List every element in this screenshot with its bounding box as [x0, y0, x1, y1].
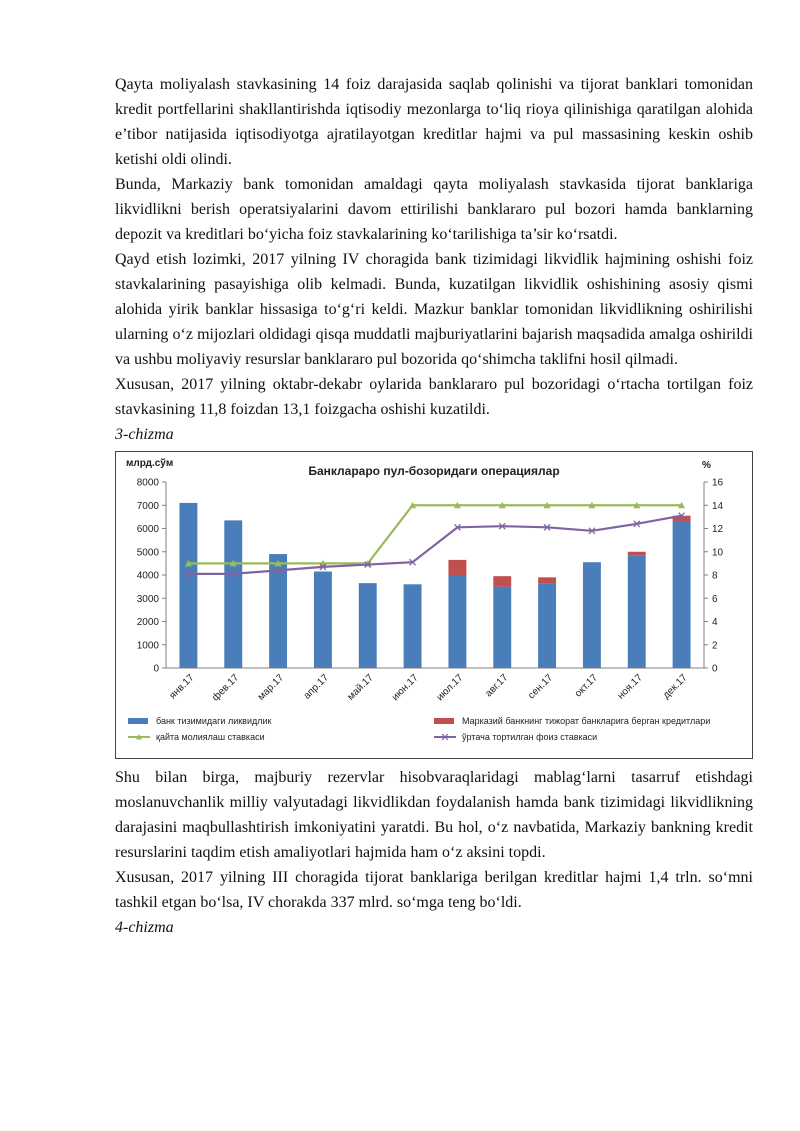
line-weighted-avg-rate	[188, 516, 681, 574]
y-tick-label-right: 0	[712, 663, 718, 675]
y-tick-label-right: 14	[712, 500, 724, 512]
y-tick-label-right: 6	[712, 593, 718, 605]
y-tick-label-left: 6000	[136, 524, 159, 535]
figure-caption: 4-chizma	[115, 919, 174, 936]
legend-swatch	[434, 718, 454, 724]
bar-liquidity	[448, 575, 466, 668]
y-tick-label-left: 8000	[136, 477, 159, 489]
paragraph: Xususan, 2017 yilning oktabr-dekabr oylarida banklararo pul bozoridagi o‘rtacha tortilgan foiz stavkasining 11,8 foizdan 13,1 foizgacha oshishi kuzatildi.	[115, 376, 753, 418]
bar-liquidity	[628, 555, 646, 668]
y-tick-label-right: 10	[712, 547, 724, 559]
legend-label: ўртача тортилган фоиз ставкаси	[462, 732, 598, 742]
paragraph: Xususan, 2017 yilning III choragida tijorat banklariga berilgan kreditlar hajmi 1,4 trln. so‘mni tashkil etgan bo‘lsa, IV chorakda 337 mlrd. so‘mga teng bo‘ldi.	[115, 869, 753, 911]
x-tick-label: янв.17	[167, 672, 197, 702]
chart-canvas	[116, 452, 752, 758]
bar-liquidity	[404, 584, 422, 668]
legend-label: банк тизимидаги ликвидлик	[156, 716, 272, 726]
legend-label: қайта молиялаш ставкаси	[156, 732, 265, 742]
y-tick-label-right: 4	[712, 617, 718, 628]
chart-title: Банклараро пул-бозоридаги операциялар	[308, 464, 560, 478]
bar-cb-credit	[628, 552, 646, 555]
x-tick-label: сен.17	[526, 672, 556, 702]
x-tick-label: май.17	[345, 672, 376, 703]
paragraph: Qayta moliyalash stavkasining 14 foiz darajasida saqlab qolinishi va tijorat banklari tomonidan kredit portfellarini shakllantirishda iqtisodiy mezonlarga to‘liq rioya qilinishiga qaratilgan alohida e’tibor natijasida iqtisodiyotga ajratilayotgan kreditlar hajmi va pul massasining keskin oshib ketishi oldi olindi.	[115, 76, 753, 168]
x-tick-label: июн.17	[389, 672, 421, 704]
bar-liquidity	[314, 572, 332, 668]
paragraph: Shu bilan birga, majburiy rezervlar hisobvaraqlaridagi mablag‘larni tasarruf etishdagi moslanuvchanlik milliy valyutadagi likvidlikdan foydalanish hamda bank tizimidagi likvidlikning darajasini maqbullashtirish imkoniyatini yaratdi. Bu hol, o‘z navbatida, Markaziy bankning kredit resurslarini taqdim etish amaliyotlari hajmida ham o‘z aksini topdi.	[115, 769, 753, 861]
x-tick-label: фев.17	[210, 672, 242, 704]
x-tick-label: апр.17	[301, 672, 332, 702]
bar-liquidity	[583, 562, 601, 668]
x-tick-label: окт.17	[572, 672, 601, 700]
line-refinancing-rate	[188, 505, 681, 563]
y-tick-label-left: 3000	[136, 593, 159, 605]
legend-swatch	[128, 718, 148, 724]
bar-liquidity	[224, 520, 242, 668]
y-tick-label-left: 5000	[136, 547, 159, 559]
x-tick-label: дек.17	[660, 672, 690, 702]
y-axis-right-label: %	[702, 460, 711, 471]
y-tick-label-left: 1000	[136, 640, 159, 652]
y-tick-label-right: 8	[712, 570, 718, 582]
paragraph: Qayd etish lozimki, 2017 yilning IV choragida bank tizimidagi likvidlik hajmining oshishi foiz stavkalarining pasayishiga olib kelmadi. Bunda, kuzatilgan likvidlik oshishining asosiy qismi alohida yirik banklar hissasiga to‘g‘ri keldi. Mazkur banklar tomonidan likvidlikning oshirilishi ularning o‘z mijozlari oldidagi qisqa muddatli majburiyatlarini bajarish maqsadida amalga oshirildi va ushbu moliyaviy resurslar banklararo pul bozorida qo‘shimcha taklifni hosil qilmadi.	[115, 251, 753, 368]
bar-liquidity	[359, 583, 377, 668]
bar-cb-credit	[448, 560, 466, 575]
x-tick-label: мар.17	[255, 672, 287, 703]
paragraph: Bunda, Markaziy bank tomonidan amaldagi qayta moliyalash stavkasida tijorat banklariga likvidlikni berish operatsiyalarini davom ettirilishi banklararo pul bozori hamda banklarning depozit va kreditlari bo‘yicha foiz stavkalarining ko‘tarilishiga ta’sir ko‘rsatdi.	[115, 176, 753, 243]
x-tick-label: авг.17	[483, 672, 511, 700]
y-tick-label-left: 4000	[136, 570, 159, 582]
legend-label: Марказий банкнинг тижорат банкларига берган кредитлари	[462, 716, 711, 726]
bar-liquidity	[179, 503, 197, 668]
bar-cb-credit	[493, 576, 511, 586]
y-axis-left-label: млрд.сўм	[126, 458, 174, 469]
x-tick-label: июл.17	[434, 672, 466, 704]
document-page	[115, 72, 753, 940]
y-tick-label-right: 2	[712, 640, 718, 652]
y-tick-label-left: 2000	[136, 617, 159, 628]
figure-caption: 3-chizma	[115, 426, 174, 443]
interbank-operations-chart	[115, 451, 753, 759]
y-tick-label-left: 0	[153, 663, 159, 675]
bar-liquidity	[493, 587, 511, 668]
y-tick-label-left: 7000	[136, 500, 159, 512]
y-tick-label-right: 12	[712, 524, 724, 535]
y-tick-label-right: 16	[712, 477, 724, 489]
bar-liquidity	[673, 522, 691, 668]
bar-cb-credit	[538, 577, 556, 583]
bar-liquidity	[538, 583, 556, 668]
x-tick-label: ноя.17	[615, 672, 645, 702]
